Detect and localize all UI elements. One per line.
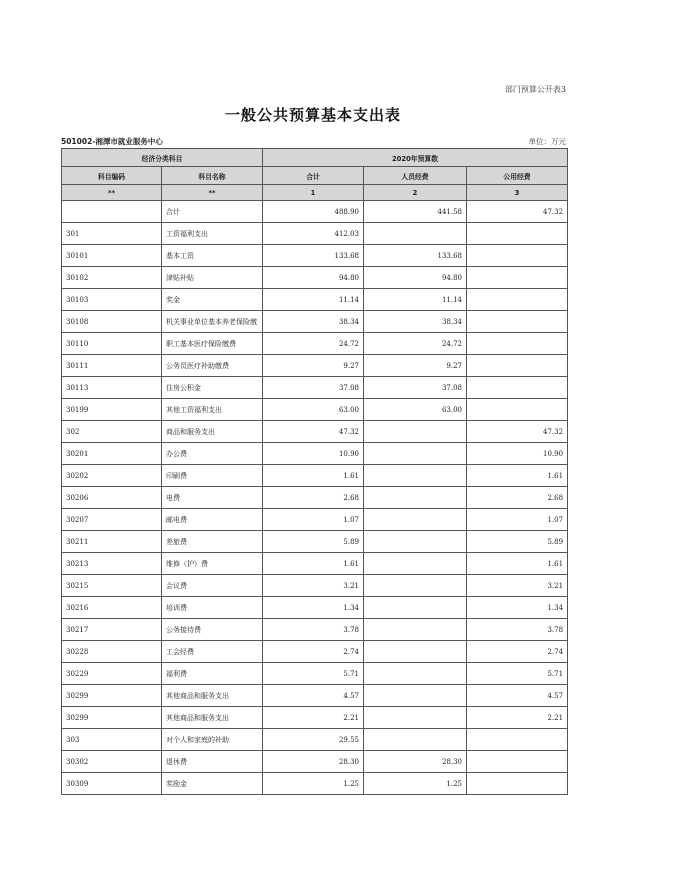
cell-name: 退休费 [162, 751, 263, 773]
table-row [62, 641, 568, 663]
cell-code: 30228 [62, 641, 162, 663]
cell-total: 94.80 [263, 267, 364, 289]
cell-public: 2.68 [467, 487, 568, 509]
cell-personnel [364, 421, 467, 443]
cell-code: 30111 [62, 355, 162, 377]
cell-code: 30113 [62, 377, 162, 399]
cell-personnel [364, 465, 467, 487]
cell-personnel [364, 487, 467, 509]
cell-total: 63.00 [263, 399, 364, 421]
cell-public [467, 355, 568, 377]
cell-personnel: 37.08 [364, 377, 467, 399]
cell-total: 3.78 [263, 619, 364, 641]
cell-public [467, 333, 568, 355]
header-economic-classification: 经济分类科目 [62, 149, 263, 167]
cell-total: 11.14 [263, 289, 364, 311]
cell-name: 会议费 [162, 575, 263, 597]
cell-personnel [364, 641, 467, 663]
cell-code [62, 201, 162, 223]
cell-total: 9.27 [263, 355, 364, 377]
cell-public [467, 399, 568, 421]
cell-public [467, 729, 568, 751]
cell-personnel [364, 707, 467, 729]
cell-public [467, 311, 568, 333]
cell-code: 30201 [62, 443, 162, 465]
header-name: 科目名称 [162, 167, 263, 185]
cell-public [467, 773, 568, 795]
unit-label: 单位：万元 [528, 137, 566, 146]
cell-public: 1.61 [467, 553, 568, 575]
cell-code: 30108 [62, 311, 162, 333]
table-row [62, 663, 568, 685]
cell-name: 公务员医疗补助缴费 [162, 355, 263, 377]
cell-public: 1.07 [467, 509, 568, 531]
cell-name: 住房公积金 [162, 377, 263, 399]
budget-table [61, 148, 568, 795]
cell-name: 维修（护）费 [162, 553, 263, 575]
header-code: 科目编码 [62, 167, 162, 185]
cell-total: 133.68 [263, 245, 364, 267]
table-row [62, 751, 568, 773]
cell-public: 5.89 [467, 531, 568, 553]
table-row [62, 465, 568, 487]
cell-public [467, 751, 568, 773]
cell-code: 30213 [62, 553, 162, 575]
cell-name: 工会经费 [162, 641, 263, 663]
cell-total: 412.03 [263, 223, 364, 245]
document-code: 部门预算公开表3 [504, 85, 566, 94]
cell-public: 4.57 [467, 685, 568, 707]
cell-name: 印刷费 [162, 465, 263, 487]
cell-name: 公务接待费 [162, 619, 263, 641]
cell-personnel: 24.72 [364, 333, 467, 355]
cell-total: 2.74 [263, 641, 364, 663]
header-personnel: 人员经费 [364, 167, 467, 185]
cell-name: 奖金 [162, 289, 263, 311]
cell-code: 30229 [62, 663, 162, 685]
cell-personnel [364, 619, 467, 641]
table-row [62, 311, 568, 333]
cell-code: 30215 [62, 575, 162, 597]
cell-public [467, 223, 568, 245]
index-public: 3 [467, 185, 568, 201]
cell-public: 1.61 [467, 465, 568, 487]
cell-personnel: 133.68 [364, 245, 467, 267]
cell-total: 1.61 [263, 553, 364, 575]
cell-public: 3.21 [467, 575, 568, 597]
cell-name: 奖励金 [162, 773, 263, 795]
table-row [62, 443, 568, 465]
table-row [62, 773, 568, 795]
cell-total: 1.34 [263, 597, 364, 619]
cell-name: 其他商品和服务支出 [162, 707, 263, 729]
cell-code: 30199 [62, 399, 162, 421]
cell-public [467, 245, 568, 267]
table-row [62, 597, 568, 619]
cell-code: 30206 [62, 487, 162, 509]
header-total: 合计 [263, 167, 364, 185]
table-row [62, 223, 568, 245]
cell-personnel [364, 223, 467, 245]
organization-name: 501002-湘潭市就业服务中心 [61, 137, 163, 146]
table-row [62, 619, 568, 641]
cell-personnel: 38.34 [364, 311, 467, 333]
cell-public: 3.78 [467, 619, 568, 641]
cell-code: 302 [62, 421, 162, 443]
cell-public: 5.71 [467, 663, 568, 685]
cell-public: 2.74 [467, 641, 568, 663]
table-row [62, 531, 568, 553]
cell-public [467, 267, 568, 289]
cell-personnel [364, 575, 467, 597]
cell-total: 3.21 [263, 575, 364, 597]
cell-total: 1.61 [263, 465, 364, 487]
cell-code: 30202 [62, 465, 162, 487]
cell-total: 29.55 [263, 729, 364, 751]
cell-code: 30217 [62, 619, 162, 641]
index-name: ** [162, 185, 263, 201]
cell-total: 37.08 [263, 377, 364, 399]
cell-code: 30110 [62, 333, 162, 355]
cell-name: 职工基本医疗保险缴费 [162, 333, 263, 355]
cell-name: 对个人和家庭的补助 [162, 729, 263, 751]
cell-total: 1.07 [263, 509, 364, 531]
header-index-row [62, 185, 568, 201]
cell-name: 机关事业单位基本养老保险缴 [162, 311, 263, 333]
table-body [62, 201, 568, 795]
table-row [62, 729, 568, 751]
cell-code: 30299 [62, 707, 162, 729]
cell-name: 电费 [162, 487, 263, 509]
cell-code: 30216 [62, 597, 162, 619]
cell-code: 30211 [62, 531, 162, 553]
cell-name: 工资福利支出 [162, 223, 263, 245]
cell-code: 30207 [62, 509, 162, 531]
cell-total: 10.90 [263, 443, 364, 465]
cell-personnel: 94.80 [364, 267, 467, 289]
cell-personnel [364, 443, 467, 465]
cell-personnel: 63.00 [364, 399, 467, 421]
cell-code: 301 [62, 223, 162, 245]
cell-name: 差旅费 [162, 531, 263, 553]
cell-code: 30309 [62, 773, 162, 795]
table-row [62, 201, 568, 223]
table-row [62, 377, 568, 399]
page-title: 一般公共预算基本支出表 [224, 106, 401, 124]
cell-personnel [364, 729, 467, 751]
cell-name: 其他商品和服务支出 [162, 685, 263, 707]
header-public: 公用经费 [467, 167, 568, 185]
cell-total: 2.21 [263, 707, 364, 729]
cell-name: 津贴补贴 [162, 267, 263, 289]
index-personnel: 2 [364, 185, 467, 201]
cell-personnel: 441.58 [364, 201, 467, 223]
table-row [62, 707, 568, 729]
table-row [62, 333, 568, 355]
cell-public: 47.32 [467, 201, 568, 223]
cell-name: 合计 [162, 201, 263, 223]
cell-total: 47.32 [263, 421, 364, 443]
cell-name: 办公费 [162, 443, 263, 465]
cell-public: 10.90 [467, 443, 568, 465]
cell-total: 488.90 [263, 201, 364, 223]
cell-personnel: 9.27 [364, 355, 467, 377]
table-row [62, 421, 568, 443]
cell-total: 2.68 [263, 487, 364, 509]
cell-total: 1.25 [263, 773, 364, 795]
cell-personnel [364, 553, 467, 575]
cell-name: 福利费 [162, 663, 263, 685]
index-code: ** [62, 185, 162, 201]
cell-personnel [364, 509, 467, 531]
cell-name: 商品和服务支出 [162, 421, 263, 443]
cell-total: 5.71 [263, 663, 364, 685]
cell-public [467, 377, 568, 399]
table-row [62, 245, 568, 267]
cell-code: 30102 [62, 267, 162, 289]
cell-public: 2.21 [467, 707, 568, 729]
cell-public: 47.32 [467, 421, 568, 443]
cell-total: 5.89 [263, 531, 364, 553]
cell-personnel: 28.30 [364, 751, 467, 773]
cell-public [467, 289, 568, 311]
cell-personnel: 1.25 [364, 773, 467, 795]
table-row [62, 487, 568, 509]
cell-personnel [364, 531, 467, 553]
cell-total: 28.30 [263, 751, 364, 773]
cell-personnel [364, 597, 467, 619]
table-row [62, 289, 568, 311]
cell-public: 1.34 [467, 597, 568, 619]
cell-code: 30302 [62, 751, 162, 773]
table-row [62, 553, 568, 575]
table-row [62, 685, 568, 707]
cell-personnel: 11.14 [364, 289, 467, 311]
cell-personnel [364, 685, 467, 707]
table-row [62, 509, 568, 531]
cell-personnel [364, 663, 467, 685]
cell-total: 4.57 [263, 685, 364, 707]
header-group-row [62, 149, 568, 167]
cell-code: 30299 [62, 685, 162, 707]
cell-name: 基本工资 [162, 245, 263, 267]
cell-code: 30103 [62, 289, 162, 311]
cell-total: 24.72 [263, 333, 364, 355]
table-row [62, 575, 568, 597]
cell-code: 303 [62, 729, 162, 751]
table-row [62, 267, 568, 289]
index-total: 1 [263, 185, 364, 201]
cell-name: 邮电费 [162, 509, 263, 531]
cell-code: 30101 [62, 245, 162, 267]
header-budget-2020: 2020年预算数 [263, 149, 568, 167]
table-row [62, 399, 568, 421]
cell-name: 其他工资福利支出 [162, 399, 263, 421]
header-column-row [62, 167, 568, 185]
cell-name: 培训费 [162, 597, 263, 619]
table-row [62, 355, 568, 377]
cell-total: 38.34 [263, 311, 364, 333]
